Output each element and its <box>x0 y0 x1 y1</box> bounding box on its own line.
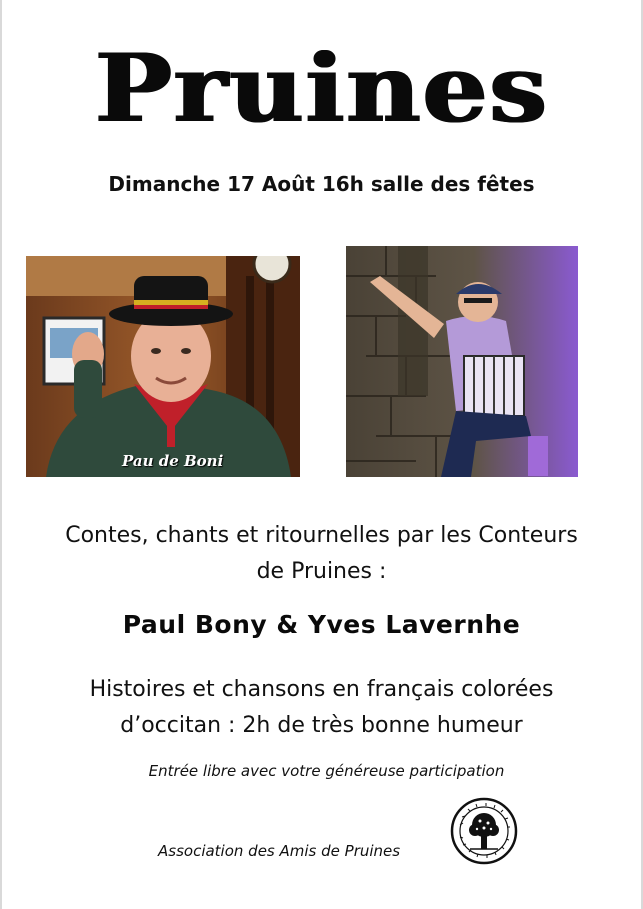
photo-storyteller <box>26 256 300 477</box>
association-seal-tree-icon <box>450 797 518 865</box>
organizer-name: Association des Amis de Pruines <box>158 842 401 860</box>
photo-caption: Pau de Boni <box>122 452 224 470</box>
event-date: Dimanche 17 Août 16h salle des fêtes <box>108 172 535 196</box>
story-line-1: Histoires et chansons en français colorées <box>89 677 554 702</box>
photo-accordionist <box>346 246 578 477</box>
story-line-2: d’occitan : 2h de très bonne humeur <box>120 713 523 738</box>
poster-title: Pruines <box>94 33 549 145</box>
performers-names: Paul Bony & Yves Lavernhe <box>122 610 521 639</box>
intro-line-2: de Pruines : <box>256 559 387 584</box>
intro-line-1: Contes, chants et ritournelles par les Conteurs <box>65 523 578 548</box>
story-text <box>20 672 623 744</box>
intro-text <box>20 518 623 590</box>
entry-note: Entrée libre avec votre généreuse participation <box>148 762 505 780</box>
